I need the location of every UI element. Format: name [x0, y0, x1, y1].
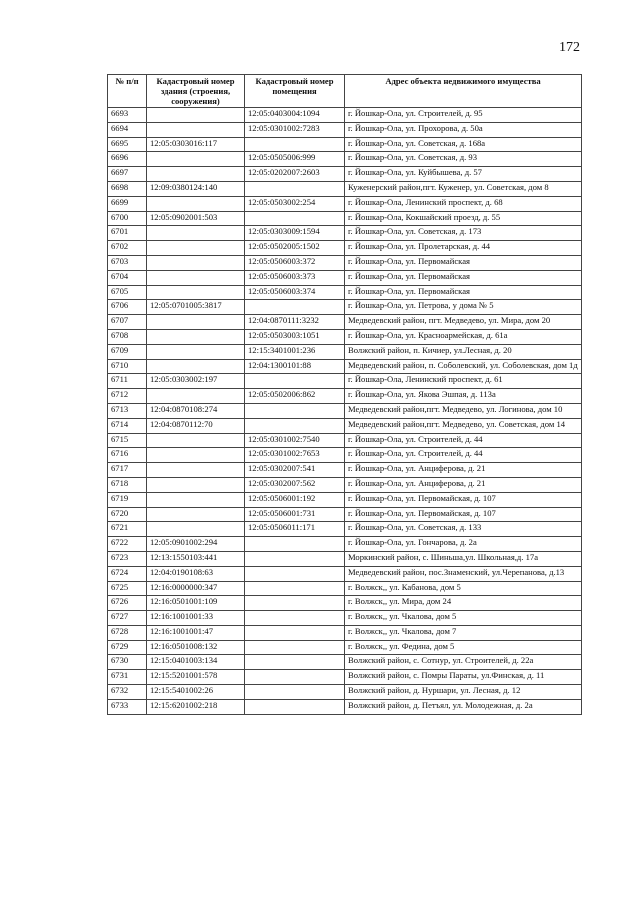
room-cadastral-cell — [245, 596, 345, 611]
table-row — [108, 344, 582, 359]
table-row — [108, 537, 582, 552]
address-cell: г. Йошкар-Ола, ул. Первомайская — [345, 255, 582, 270]
address-cell: г. Йошкар-Ола, ул. Первомайская, д. 107 — [345, 492, 582, 507]
building-cadastral-cell — [147, 122, 245, 137]
room-cadastral-cell: 12:05:0506003:373 — [245, 270, 345, 285]
row-number: 6712 — [108, 389, 147, 404]
table-row — [108, 477, 582, 492]
table-row — [108, 329, 582, 344]
building-cadastral-cell: 12:04:0190108:63 — [147, 566, 245, 581]
room-cadastral-cell: 12:05:0301002:7283 — [245, 122, 345, 137]
building-cadastral-cell: 12:05:0701005:3817 — [147, 300, 245, 315]
row-number: 6732 — [108, 685, 147, 700]
row-number: 6707 — [108, 315, 147, 330]
address-cell: Волжский район, с. Сотнур, ул. Строителей, д. 22а — [345, 655, 582, 670]
building-cadastral-cell — [147, 152, 245, 167]
address-cell: г. Йошкар-Ола, ул. Пролетарская, д. 44 — [345, 241, 582, 256]
table-row — [108, 433, 582, 448]
building-cadastral-cell: 12:15:5201001:578 — [147, 670, 245, 685]
row-number: 6711 — [108, 374, 147, 389]
address-cell: Медведевский район,пгт. Медведево, ул. Логинова, дом 10 — [345, 403, 582, 418]
table-row — [108, 389, 582, 404]
room-cadastral-cell: 12:05:0302007:541 — [245, 463, 345, 478]
address-cell: г. Йошкар-Ола, ул. Анциферова, д. 21 — [345, 477, 582, 492]
building-cadastral-cell: 12:05:0303002:197 — [147, 374, 245, 389]
address-cell: Медведевский район,пгт. Медведево, ул. Советская, дом 14 — [345, 418, 582, 433]
row-number: 6693 — [108, 108, 147, 123]
row-number: 6716 — [108, 448, 147, 463]
table-row — [108, 581, 582, 596]
building-cadastral-cell: 12:16:1001001:47 — [147, 625, 245, 640]
table-row — [108, 359, 582, 374]
building-cadastral-cell: 12:15:5401002:26 — [147, 685, 245, 700]
building-cadastral-cell: 12:16:0501001:109 — [147, 596, 245, 611]
room-cadastral-cell — [245, 611, 345, 626]
row-number: 6701 — [108, 226, 147, 241]
table-row — [108, 418, 582, 433]
address-cell: г. Йошкар-Ола, ул. Первомайская — [345, 285, 582, 300]
row-number: 6704 — [108, 270, 147, 285]
row-number: 6730 — [108, 655, 147, 670]
row-number: 6702 — [108, 241, 147, 256]
room-cadastral-cell — [245, 537, 345, 552]
room-cadastral-cell — [245, 640, 345, 655]
row-number: 6700 — [108, 211, 147, 226]
room-cadastral-cell: 12:05:0503002:254 — [245, 196, 345, 211]
room-cadastral-cell — [245, 137, 345, 152]
address-cell: Медведевский район, пгт. Медведево, ул. Мира, дом 20 — [345, 315, 582, 330]
address-cell: Волжский район, п. Кичиер, ул.Лесная, д. 20 — [345, 344, 582, 359]
table-row — [108, 596, 582, 611]
table-row — [108, 522, 582, 537]
building-cadastral-cell: 12:16:0000000:347 — [147, 581, 245, 596]
address-cell: Волжский район, с. Помры Параты, ул.Финская, д. 11 — [345, 670, 582, 685]
row-number: 6728 — [108, 625, 147, 640]
address-cell: г. Волжск,, ул. Федина, дом 5 — [345, 640, 582, 655]
room-cadastral-cell: 12:05:0301002:7540 — [245, 433, 345, 448]
address-cell: г. Йошкар-Ола, ул. Строителей, д. 95 — [345, 108, 582, 123]
room-cadastral-cell: 12:05:0502005:1502 — [245, 241, 345, 256]
address-cell: Моркинский район, с. Шиньша,ул. Школьная,д. 17а — [345, 551, 582, 566]
row-number: 6725 — [108, 581, 147, 596]
building-cadastral-cell — [147, 315, 245, 330]
row-number: 6695 — [108, 137, 147, 152]
row-number: 6698 — [108, 181, 147, 196]
building-cadastral-cell — [147, 492, 245, 507]
table-row — [108, 270, 582, 285]
building-cadastral-cell — [147, 226, 245, 241]
table-row — [108, 152, 582, 167]
table-row — [108, 448, 582, 463]
room-cadastral-cell — [245, 670, 345, 685]
address-cell: г. Йошкар-Ола, ул. Прохорова, д. 50а — [345, 122, 582, 137]
table-body — [108, 108, 582, 715]
building-cadastral-cell: 12:04:0870112:70 — [147, 418, 245, 433]
row-number: 6724 — [108, 566, 147, 581]
room-cadastral-cell: 12:05:0506003:374 — [245, 285, 345, 300]
row-number: 6706 — [108, 300, 147, 315]
table-row — [108, 685, 582, 700]
address-cell: г. Йошкар-Ола, ул. Советская, д. 93 — [345, 152, 582, 167]
row-number: 6696 — [108, 152, 147, 167]
room-cadastral-cell: 12:04:0870111:3232 — [245, 315, 345, 330]
room-cadastral-cell: 12:05:0506001:731 — [245, 507, 345, 522]
address-cell: г. Йошкар-Ола, ул. Куйбышева, д. 57 — [345, 167, 582, 182]
address-cell: Медведевский район, пос.Знаменский, ул.Черепанова, д.13 — [345, 566, 582, 581]
address-cell: г. Йошкар-Ола, ул. Строителей, д. 44 — [345, 433, 582, 448]
row-number: 6697 — [108, 167, 147, 182]
table-row — [108, 403, 582, 418]
building-cadastral-cell: 12:16:0501008:132 — [147, 640, 245, 655]
header-num: № п/п — [108, 75, 147, 108]
address-cell: г. Йошкар-Ола, ул. Анциферова, д. 21 — [345, 463, 582, 478]
table-row — [108, 226, 582, 241]
table-row — [108, 625, 582, 640]
row-number: 6703 — [108, 255, 147, 270]
table-row — [108, 181, 582, 196]
address-cell: г. Йошкар-Ола, ул. Советская, д. 133 — [345, 522, 582, 537]
property-registry-table — [107, 74, 582, 715]
row-number: 6726 — [108, 596, 147, 611]
room-cadastral-cell — [245, 581, 345, 596]
building-cadastral-cell — [147, 329, 245, 344]
room-cadastral-cell — [245, 625, 345, 640]
address-cell: г. Йошкар-Ола, Ленинский проспект, д. 61 — [345, 374, 582, 389]
address-cell: г. Волжск,, ул. Мира, дом 24 — [345, 596, 582, 611]
building-cadastral-cell — [147, 241, 245, 256]
room-cadastral-cell — [245, 655, 345, 670]
room-cadastral-cell — [245, 551, 345, 566]
building-cadastral-cell — [147, 285, 245, 300]
table-row — [108, 566, 582, 581]
building-cadastral-cell — [147, 255, 245, 270]
row-number: 6733 — [108, 699, 147, 714]
row-number: 6705 — [108, 285, 147, 300]
building-cadastral-cell — [147, 477, 245, 492]
building-cadastral-cell — [147, 359, 245, 374]
row-number: 6699 — [108, 196, 147, 211]
table-row — [108, 241, 582, 256]
address-cell: г. Волжск,, ул. Чкалова, дом 7 — [345, 625, 582, 640]
room-cadastral-cell: 12:04:1300101:88 — [245, 359, 345, 374]
building-cadastral-cell: 12:05:0303016:117 — [147, 137, 245, 152]
building-cadastral-cell — [147, 507, 245, 522]
address-cell: Куженерский район,пгт. Куженер, ул. Советская, дом 8 — [345, 181, 582, 196]
row-number: 6718 — [108, 477, 147, 492]
room-cadastral-cell — [245, 181, 345, 196]
address-cell: г. Волжск,, ул. Кабанова, дом 5 — [345, 581, 582, 596]
room-cadastral-cell: 12:05:0301002:7653 — [245, 448, 345, 463]
building-cadastral-cell — [147, 448, 245, 463]
room-cadastral-cell: 12:05:0302007:562 — [245, 477, 345, 492]
room-cadastral-cell — [245, 685, 345, 700]
table-row — [108, 463, 582, 478]
row-number: 6714 — [108, 418, 147, 433]
row-number: 6721 — [108, 522, 147, 537]
room-cadastral-cell — [245, 374, 345, 389]
address-cell: г. Йошкар-Ола, ул. Первомайская — [345, 270, 582, 285]
room-cadastral-cell: 12:05:0303009:1594 — [245, 226, 345, 241]
header-room-cadastral: Кадастровый номер помещения — [245, 75, 345, 108]
row-number: 6723 — [108, 551, 147, 566]
room-cadastral-cell: 12:05:0506011:171 — [245, 522, 345, 537]
row-number: 6710 — [108, 359, 147, 374]
building-cadastral-cell: 12:09:0380124:140 — [147, 181, 245, 196]
address-cell: г. Йошкар-Ола, Ленинский проспект, д. 68 — [345, 196, 582, 211]
room-cadastral-cell — [245, 566, 345, 581]
table-row — [108, 122, 582, 137]
address-cell: г. Йошкар-Ола, ул. Строителей, д. 44 — [345, 448, 582, 463]
table-row — [108, 374, 582, 389]
building-cadastral-cell — [147, 167, 245, 182]
room-cadastral-cell: 12:05:0202007:2603 — [245, 167, 345, 182]
table-row — [108, 211, 582, 226]
row-number: 6713 — [108, 403, 147, 418]
table-row — [108, 699, 582, 714]
table-row — [108, 315, 582, 330]
row-number: 6729 — [108, 640, 147, 655]
building-cadastral-cell — [147, 108, 245, 123]
row-number: 6694 — [108, 122, 147, 137]
address-cell: г. Йошкар-Ола, ул. Петрова, у дома № 5 — [345, 300, 582, 315]
address-cell: г. Йошкар-Ола, ул. Якова Эшпая, д. 113а — [345, 389, 582, 404]
building-cadastral-cell — [147, 522, 245, 537]
row-number: 6715 — [108, 433, 147, 448]
building-cadastral-cell — [147, 196, 245, 211]
building-cadastral-cell: 12:15:0401003:134 — [147, 655, 245, 670]
address-cell: г. Волжск,, ул. Чкалова, дом 5 — [345, 611, 582, 626]
address-cell: Волжский район, д. Петъял, ул. Молодежная, д. 2а — [345, 699, 582, 714]
address-cell: г. Йошкар-Ола, ул. Гончарова, д. 2а — [345, 537, 582, 552]
room-cadastral-cell — [245, 403, 345, 418]
building-cadastral-cell — [147, 463, 245, 478]
building-cadastral-cell: 12:13:1550103:441 — [147, 551, 245, 566]
row-number: 6708 — [108, 329, 147, 344]
building-cadastral-cell: 12:15:6201002:218 — [147, 699, 245, 714]
row-number: 6722 — [108, 537, 147, 552]
table-row — [108, 611, 582, 626]
table-row — [108, 507, 582, 522]
building-cadastral-cell: 12:16:1001001:33 — [147, 611, 245, 626]
table-row — [108, 108, 582, 123]
table-header-row — [108, 75, 582, 108]
address-cell: г. Йошкар-Ола, ул. Советская, д. 173 — [345, 226, 582, 241]
row-number: 6727 — [108, 611, 147, 626]
address-cell: Волжский район, д. Нуршари, ул. Лесная, д. 12 — [345, 685, 582, 700]
room-cadastral-cell: 12:05:0403004:1094 — [245, 108, 345, 123]
table-row — [108, 655, 582, 670]
table-row — [108, 492, 582, 507]
room-cadastral-cell: 12:05:0506003:372 — [245, 255, 345, 270]
table-row — [108, 137, 582, 152]
address-cell: г. Йошкар-Ола, ул. Советская, д. 168а — [345, 137, 582, 152]
building-cadastral-cell — [147, 389, 245, 404]
room-cadastral-cell: 12:05:0502006:862 — [245, 389, 345, 404]
row-number: 6719 — [108, 492, 147, 507]
room-cadastral-cell: 12:15:3401001:236 — [245, 344, 345, 359]
row-number: 6731 — [108, 670, 147, 685]
room-cadastral-cell: 12:05:0503003:1051 — [245, 329, 345, 344]
table-row — [108, 255, 582, 270]
header-address: Адрес объекта недвижимого имущества — [345, 75, 582, 108]
address-cell: Медведевский район, п. Соболевский, ул. Соболевская, дом 1д — [345, 359, 582, 374]
page-number: 172 — [559, 40, 580, 55]
building-cadastral-cell: 12:05:0901002:294 — [147, 537, 245, 552]
table-row — [108, 300, 582, 315]
table-row — [108, 196, 582, 211]
building-cadastral-cell — [147, 270, 245, 285]
address-cell: г. Йошкар-Ола, ул. Красноармейская, д. 61а — [345, 329, 582, 344]
header-building-cadastral: Кадастровый номер здания (строения, сооружения) — [147, 75, 245, 108]
table-row — [108, 670, 582, 685]
table-row — [108, 640, 582, 655]
room-cadastral-cell — [245, 699, 345, 714]
row-number: 6709 — [108, 344, 147, 359]
table-row — [108, 167, 582, 182]
building-cadastral-cell: 12:04:0870108:274 — [147, 403, 245, 418]
room-cadastral-cell: 12:05:0506001:192 — [245, 492, 345, 507]
building-cadastral-cell — [147, 433, 245, 448]
address-cell: г. Йошкар-Ола, ул. Первомайская, д. 107 — [345, 507, 582, 522]
table-row — [108, 285, 582, 300]
row-number: 6720 — [108, 507, 147, 522]
room-cadastral-cell — [245, 211, 345, 226]
room-cadastral-cell — [245, 300, 345, 315]
table-row — [108, 551, 582, 566]
building-cadastral-cell: 12:05:0902001:503 — [147, 211, 245, 226]
building-cadastral-cell — [147, 344, 245, 359]
address-cell: г. Йошкар-Ола, Кокшайский проезд, д. 55 — [345, 211, 582, 226]
room-cadastral-cell — [245, 418, 345, 433]
row-number: 6717 — [108, 463, 147, 478]
room-cadastral-cell: 12:05:0505006:999 — [245, 152, 345, 167]
